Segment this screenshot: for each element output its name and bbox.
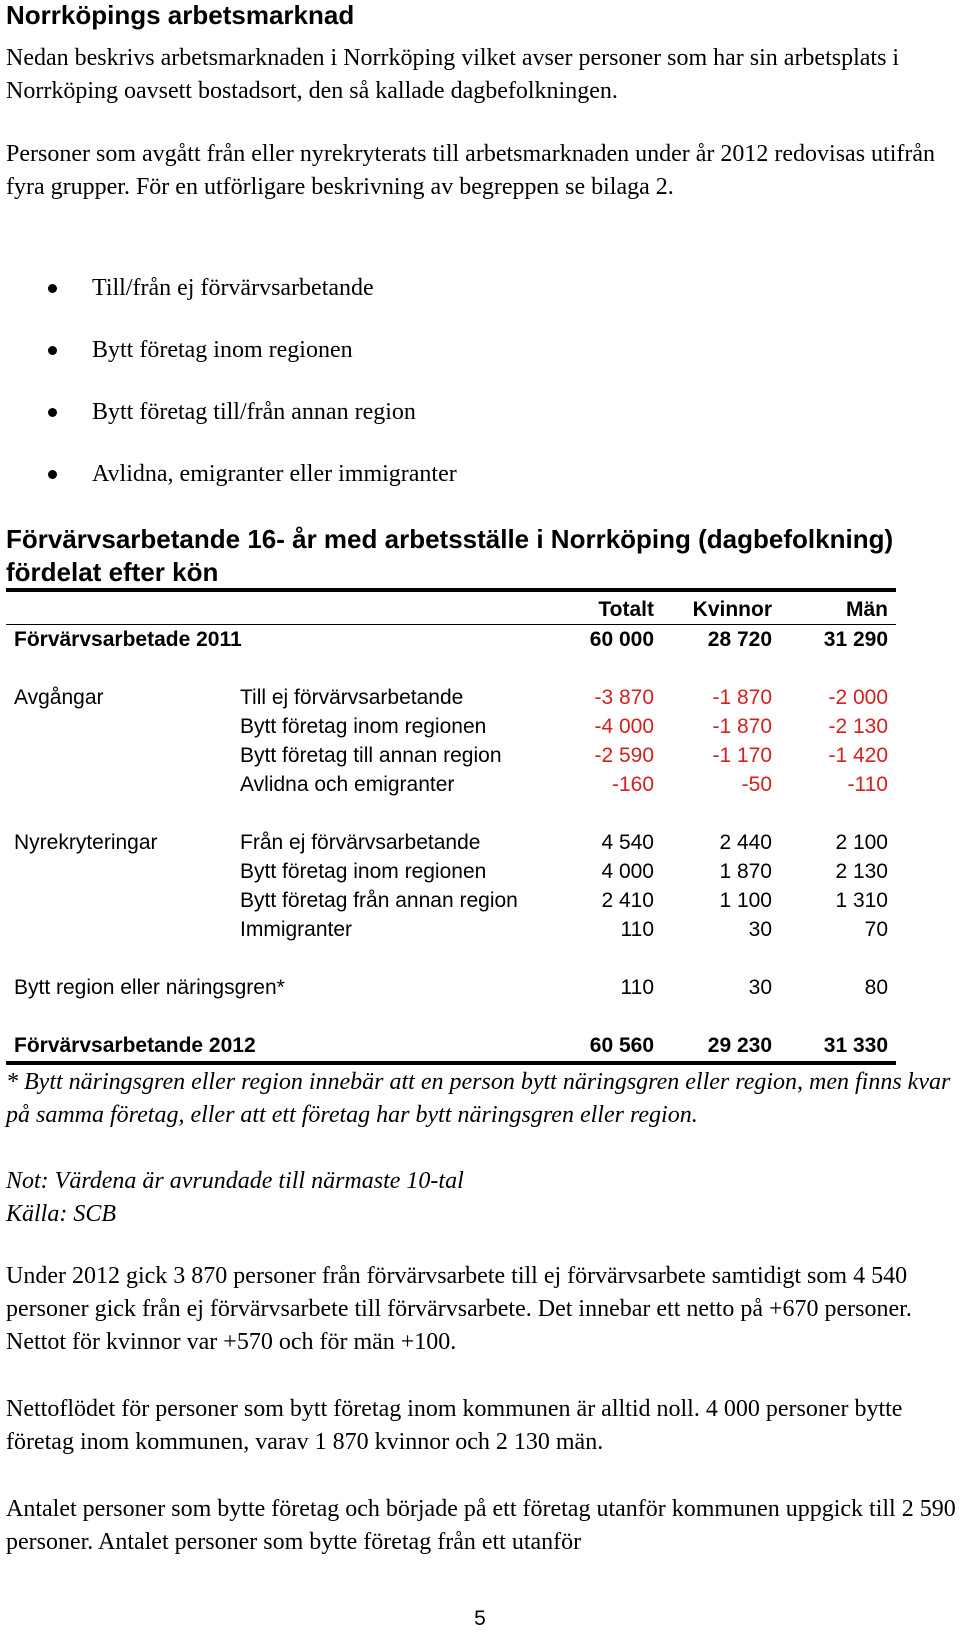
table-bottom-rule xyxy=(6,1061,896,1065)
bullet-dot-icon xyxy=(48,346,57,355)
table-row-start: Förvärvsarbetade 2011 60 000 28 720 31 290 xyxy=(14,628,888,651)
table-row: Bytt företag inom regionen 4 000 1 870 2 130 xyxy=(240,860,888,883)
page-heading: Norrköpings arbetsmarknad xyxy=(6,0,355,30)
table-row-end: Förvärvsarbetande 2012 60 560 29 230 31 330 xyxy=(14,1034,888,1057)
column-header-totalt: Totalt xyxy=(598,598,654,621)
column-header-kvinnor: Kvinnor xyxy=(692,598,772,621)
source-note: Källa: SCB xyxy=(6,1201,117,1227)
column-header-man: Män xyxy=(846,598,888,621)
bullet-dot-icon xyxy=(48,408,57,417)
footnote: * Bytt näringsgren eller region innebär att en person bytt näringsgren eller region, men finns kvar på samma företag, eller att ett företag har bytt näringsgren eller region. xyxy=(6,1069,951,1128)
intro-paragraph-2: Personer som avgått från eller nyrekryterats till arbetsmarknaden under år 2012 redovisas utifrån fyra grupper. För en utförligare beskrivning av begreppen se bilaga 2. xyxy=(6,141,936,200)
rounding-note: Not: Värdena är avrundade till närmaste 10-tal xyxy=(6,1168,464,1194)
body-paragraph-3: Antalet personer som bytte företag och började på ett företag utanför kommunen uppgick till 2 590 personer. Antalet personer som bytte företag från ett utanför xyxy=(6,1496,956,1555)
intro-paragraph-1: Nedan beskrivs arbetsmarknaden i Norrköping vilket avser personer som har sin arbetsplats i Norrköping oavsett bostadsort, den så kallade dagbefolkningen. xyxy=(6,45,900,104)
document-page: Norrköpings arbetsmarknad Nedan beskrivs arbetsmarknaden i Norrköping vilket avser personer som har sin arbetsplats i Norrköping oavsett bostadsort, den så kallade dagbefolkningen. Personer som avgått från eller nyrekryterats till arbetsmarknaden under år 2012 redovisas utifrån fyra grupper. För en utförligare beskrivning av begreppen se bilaga 2. Till/från ej förvärvsarbetande Bytt företag inom regionen Bytt företag till/från annan region Avlidna, emigranter eller immigranter Förvärvsarbetande 16- år med arbetsställe i Norrköping (dagbefolkning) fördelat efter kön Totalt Kvinnor Män Förvärvsarbetade 2011 60 000 28 720 31 290 Avgångar Till ej förvärvsarbetande -3 870 -1 870 -2 000 Bytt företag inom regionen -4 000 -1 870 -2 130 Bytt företag till annan region -2 590 -1 170 -1 420 Avlidna och emigranter -160 -50 -110 Nyrekryteringar Från ej förvärvsarbetande 4 540 2 440 2 100 Bytt företag inom regionen 4 000 1 870 2 130 Bytt företag från annan region 2 410 1 100 1 310 Immigranter 110 30 70 Bytt region eller näringsgren* 110 30 80 Förvärvsarbetande 2012 60 560 29 230 31 330 * Bytt näringsgren eller region innebär att en person bytt näringsgren eller region, men finns kvar på samma företag, eller att ett företag har bytt näringsgren eller region. Not: Värdena är avrundade till närmaste 10-tal Källa: SCB Under 2012 gick 3 870 personer från förvärvsarbete till ej förvärvsarbete samtidigt som 4 540 personer gick från ej förvärvsarbete till förvärvsarbete. Det innebar ett netto på +670 personer. Nettot för kvinnor var +570 och för män +100. Nettoflödet för personer som bytt företag inom kommunen är alltid noll. 4 000 personer bytte företag inom kommunen, varav 1 870 kvinnor och 2 130 män. Antalet personer som bytte företag och började på ett företag utanför kommunen uppgick till 2 590 personer. Antalet personer som bytte företag från ett utanför 5 xyxy=(0,0,960,1638)
header-divider xyxy=(6,624,896,625)
table-row: Avgångar Till ej förvärvsarbetande -3 870 -1 870 -2 000 xyxy=(0,684,960,712)
table-title: Förvärvsarbetande 16- år med arbetsställe i Norrköping (dagbefolkning) fördelat efter kön xyxy=(6,524,894,587)
group-label-nyrekryteringar: Nyrekryteringar xyxy=(14,831,158,854)
table-row: Immigranter 110 30 70 xyxy=(240,918,888,941)
group-label-avgangar: Avgångar xyxy=(14,686,104,709)
body-paragraph-1: Under 2012 gick 3 870 personer från förvärvsarbete till ej förvärvsarbete samtidigt som 4 540 personer gick från ej förvärvsarbete till förvärvsarbete. Det innebar ett netto på +670 personer. Nettot för kvinnor var +570 och för män +100. xyxy=(6,1263,912,1355)
table-row: Bytt företag inom regionen -4 000 -1 870 -2 130 xyxy=(240,715,888,738)
table-row-bytt: Bytt region eller näringsgren* 110 30 80 xyxy=(14,976,888,999)
bullet-dot-icon xyxy=(48,284,57,293)
bullet-dot-icon xyxy=(48,470,57,479)
table-top-rule xyxy=(6,588,896,592)
table-header-row xyxy=(0,596,960,624)
table-row: Bytt företag från annan region 2 410 1 100 1 310 xyxy=(240,889,888,912)
table-row: Nyrekryteringar Från ej förvärvsarbetande 4 540 2 440 2 100 xyxy=(0,829,960,857)
table-row: Avlidna och emigranter -160 -50 -110 xyxy=(240,773,888,796)
table-row: Bytt företag till annan region -2 590 -1 170 -1 420 xyxy=(240,744,888,767)
body-paragraph-2: Nettoflödet för personer som bytt företag inom kommunen är alltid noll. 4 000 personer bytte företag inom kommunen, varav 1 870 kvinnor och 2 130 män. xyxy=(6,1396,903,1455)
page-number: 5 xyxy=(474,1607,486,1630)
